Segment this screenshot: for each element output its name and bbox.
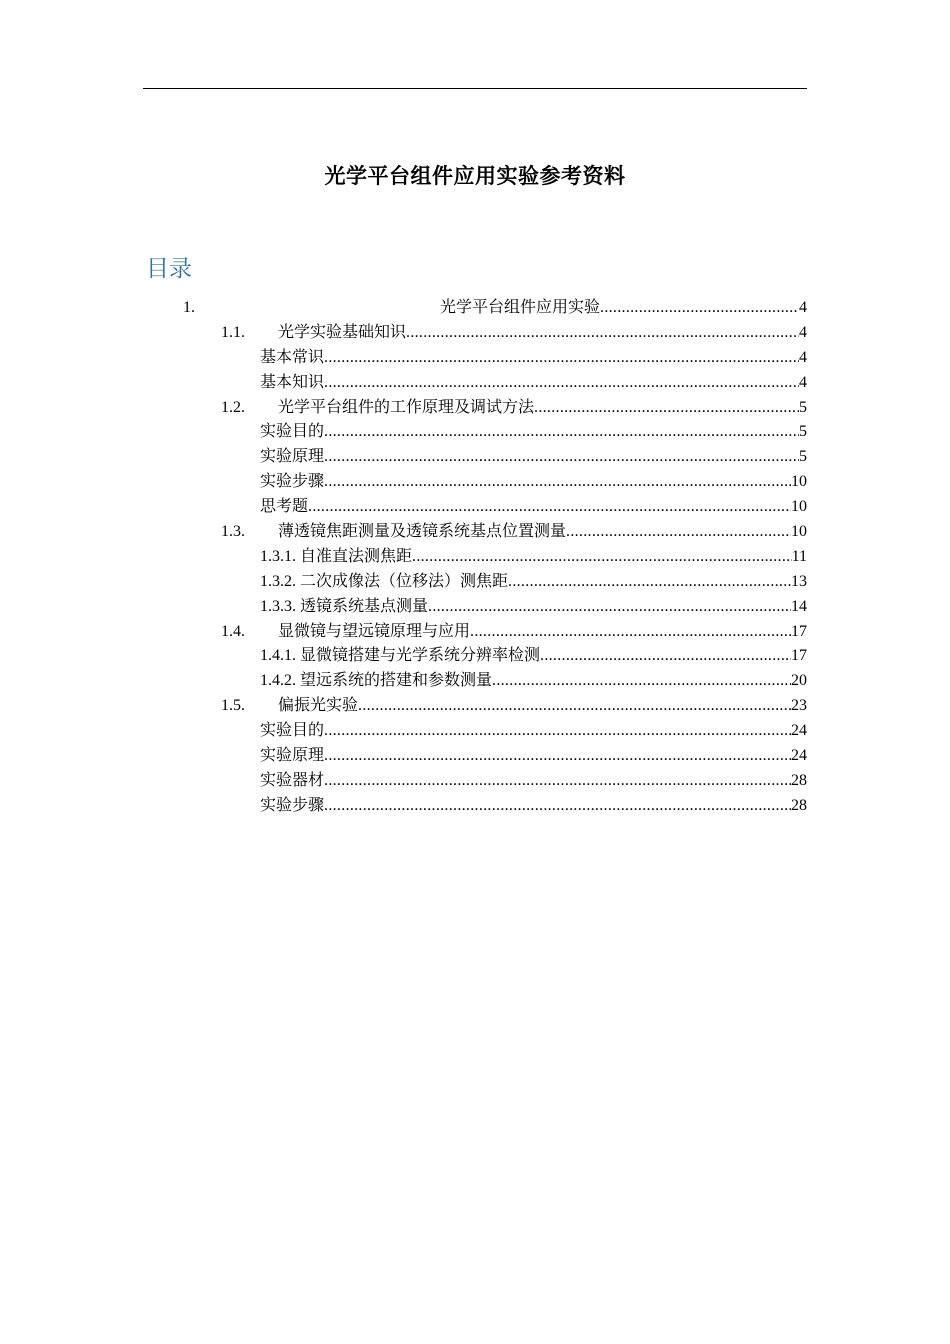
toc-entry-purpose-2[interactable] [143, 719, 807, 744]
toc-entry-steps-2[interactable] [143, 794, 807, 819]
toc-entry-1-3[interactable] [143, 520, 807, 545]
toc-entry-1-3-3[interactable] [143, 595, 807, 620]
toc-entry-1-3-2[interactable] [143, 570, 807, 595]
toc-dot-leader [324, 470, 791, 495]
toc-entry-questions[interactable] [143, 495, 807, 520]
toc-dot-leader [324, 371, 799, 396]
toc-entry-label: 薄透镜焦距测量及透镜系统基点位置测量 [278, 523, 567, 540]
toc-entry-number: 1.2. [221, 398, 245, 416]
toc-entry-principle[interactable] [143, 445, 807, 470]
toc-entry-number: 1.1. [221, 323, 245, 341]
toc-entry-number: 1.3. [221, 523, 245, 540]
toc-entry-number: 1.3.2. [260, 572, 296, 590]
toc-entry-equipment[interactable] [143, 769, 807, 794]
toc-entry-number: 1.5. [221, 697, 245, 715]
toc-dot-leader [324, 346, 799, 371]
toc-entry-page: 10 [791, 523, 807, 540]
toc-dot-leader [412, 545, 792, 570]
toc-entry-label: 实验目的 [260, 423, 325, 441]
toc-dot-leader [308, 495, 791, 520]
toc-entry-number: 1.3.3. [260, 597, 296, 615]
header-rule [143, 88, 807, 89]
toc-entry-label: 实验器材 [260, 771, 325, 789]
toc-entry-label: 思考题 [260, 498, 309, 516]
toc-entry-label: 光学平台组件的工作原理及调试方法 [278, 398, 535, 416]
toc-dot-leader [566, 520, 791, 545]
toc-entry-label: 望远系统的搭建和参数测量 [300, 672, 493, 690]
toc-entry-label: 显微镜与望远镜原理与应用 [278, 622, 471, 640]
toc-entry-label: 实验原理 [260, 747, 325, 765]
toc-dot-leader [324, 744, 791, 769]
toc-entry-label: 二次成像法（位移法）测焦距 [300, 572, 509, 590]
toc-dot-leader [324, 445, 799, 470]
toc-entry-label: 基本常识 [260, 348, 325, 366]
toc-entry-page: 4 [799, 298, 807, 316]
toc-entry-page: 10 [791, 473, 807, 491]
toc-dot-leader [540, 644, 791, 669]
toc-entry-page: 4 [799, 373, 807, 391]
toc-entry-page: 4 [799, 348, 807, 366]
toc-dot-leader [428, 595, 791, 620]
toc-entry-number: 1.4.2. [260, 672, 296, 690]
toc-entry-number: 1. [183, 298, 195, 316]
toc-entry-page: 5 [799, 398, 807, 416]
toc-entry-label: 基本知识 [260, 373, 325, 391]
toc-entry-number: 1.4.1. [260, 647, 296, 665]
toc-dot-leader [324, 420, 799, 445]
toc-entry-page: 5 [799, 448, 807, 466]
toc-entry-1-4[interactable] [143, 620, 807, 645]
toc-entry-principle-2[interactable] [143, 744, 807, 769]
table-of-contents [143, 296, 807, 819]
toc-entry-steps[interactable] [143, 470, 807, 495]
toc-dot-leader [324, 769, 791, 794]
toc-entry-number: 1.4. [221, 622, 245, 640]
toc-dot-leader [324, 794, 791, 819]
toc-dot-leader [406, 321, 799, 346]
toc-entry-1-3-1[interactable] [143, 545, 807, 570]
toc-entry-basic-common-sense[interactable] [143, 346, 807, 371]
toc-entry-label: 实验步骤 [260, 473, 325, 491]
toc-dot-leader [358, 694, 791, 719]
toc-entry-label: 显微镜搭建与光学系统分辨率检测 [300, 647, 541, 665]
toc-entry-page: 4 [799, 323, 807, 341]
toc-entry-page: 17 [791, 622, 807, 640]
toc-entry-page: 20 [791, 672, 807, 690]
toc-entry-number: 1.3.1. [260, 547, 296, 565]
toc-entry-label: 实验原理 [260, 448, 325, 466]
toc-entry-page: 28 [791, 771, 807, 789]
toc-entry-label: 自准直法测焦距 [300, 547, 413, 565]
toc-entry-page: 17 [791, 647, 807, 665]
toc-entry-label: 实验目的 [260, 722, 325, 740]
toc-entry-page: 24 [791, 747, 807, 765]
toc-entry-purpose[interactable] [143, 420, 807, 445]
toc-entry-label: 光学平台组件应用实验 [440, 298, 601, 316]
toc-entry-page: 23 [791, 697, 807, 715]
toc-dot-leader [470, 620, 791, 645]
toc-entry-1-5[interactable] [143, 694, 807, 719]
toc-entry-page: 28 [791, 796, 807, 814]
toc-dot-leader [600, 296, 799, 321]
toc-entry-page: 24 [791, 722, 807, 740]
toc-entry-1[interactable] [143, 296, 807, 321]
toc-entry-1-1[interactable] [143, 321, 807, 346]
toc-entry-page: 5 [799, 423, 807, 441]
toc-entry-page: 10 [791, 498, 807, 516]
toc-entry-label: 透镜系统基点测量 [300, 597, 429, 615]
toc-dot-leader [534, 396, 799, 421]
toc-entry-basic-knowledge[interactable] [143, 371, 807, 396]
toc-entry-label: 实验步骤 [260, 796, 325, 814]
toc-entry-1-4-2[interactable] [143, 669, 807, 694]
toc-entry-page: 11 [791, 547, 807, 565]
toc-entry-1-4-1[interactable] [143, 644, 807, 669]
toc-dot-leader [508, 570, 791, 595]
document-title: 光学平台组件应用实验参考资料 [324, 163, 626, 188]
toc-dot-leader [324, 719, 791, 744]
toc-entry-label: 偏振光实验 [278, 697, 359, 715]
toc-entry-1-2[interactable] [143, 396, 807, 421]
toc-entry-page: 13 [791, 572, 807, 590]
toc-entry-page: 14 [791, 597, 807, 615]
toc-entry-label: 光学实验基础知识 [278, 323, 407, 341]
toc-dot-leader [492, 669, 791, 694]
toc-heading: 目录 [146, 256, 192, 282]
